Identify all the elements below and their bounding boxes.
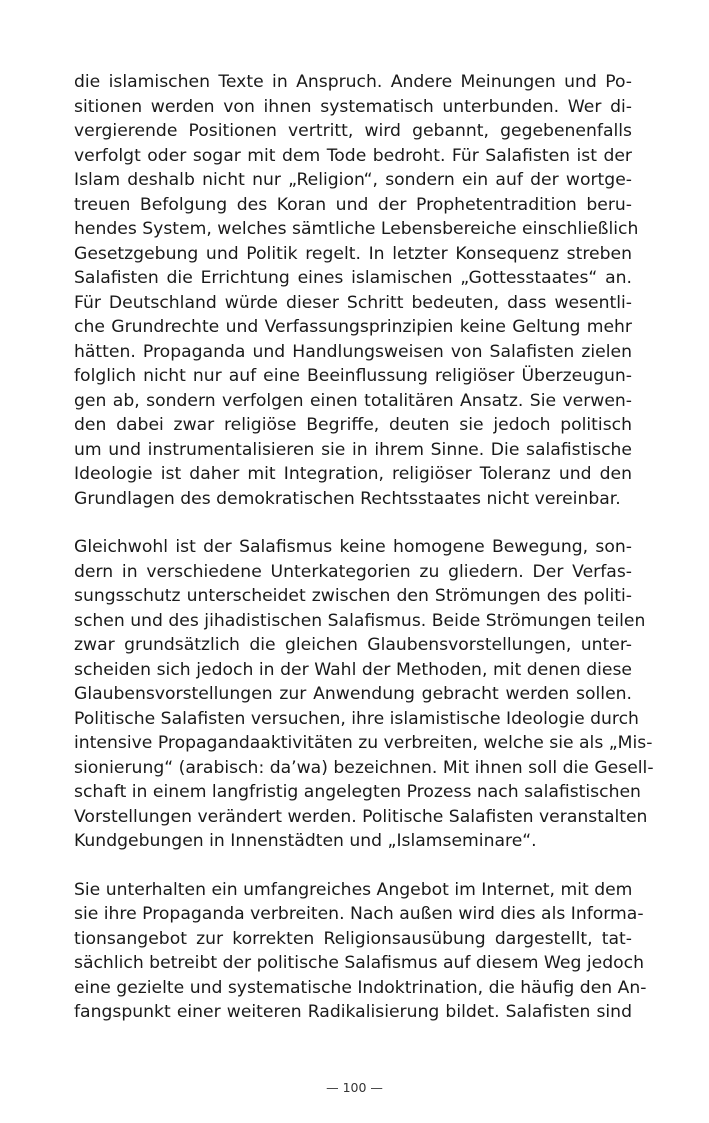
text-line: schen und des jihadistischen Salafismus. Beide Strömungen teilen — [74, 610, 646, 631]
text-line: hendes System, welches sämtliche Lebensbereiche einschließlich — [74, 219, 639, 239]
text-line: Sie unterhalten ein umfangreiches Angebot im Internet, mit dem — [74, 879, 633, 900]
page-number: — 100 — — [326, 1080, 383, 1095]
text-line: Glaubensvorstellungen zur Anwendung gebracht werden sollen. — [74, 684, 632, 704]
text-line: vergierende Positionen vertritt, wird gebannt, gegebenenfalls — [74, 121, 632, 141]
text-line: Salafisten die Errichtung eines islamischen „Gottesstaates“ an. — [74, 268, 632, 288]
text-line: um und instrumentalisieren sie in ihrem Sinne. Die salafistische — [74, 439, 632, 460]
text-line: Politische Salafisten versuchen, ihre islamistische Ideologie durch — [74, 708, 639, 729]
text-line: tionsangebot zur korrekten Religionsausübung dargestellt, tat- — [74, 928, 632, 949]
text-line: zwar grundsätzlich die gleichen Glaubensvorstellungen, unter- — [74, 635, 632, 655]
text-line: che Grundrechte und Verfassungsprinzipien keine Geltung mehr — [74, 317, 632, 337]
paragraph-3 — [74, 878, 647, 1025]
text-line: sionierung“ (arabisch: da’wa) bezeichnen. Mit ihnen soll die Gesell- — [74, 757, 654, 778]
document-body — [74, 70, 654, 1025]
paragraph-1 — [74, 70, 639, 511]
text-line: Gleichwohl ist der Salafismus keine homogene Bewegung, son- — [74, 537, 632, 557]
text-line: sungsschutz unterscheidet zwischen den Strömungen des politi- — [74, 586, 632, 606]
text-line: gen ab, sondern verfolgen einen totalitären Ansatz. Sie verwen- — [74, 390, 632, 411]
text-line: folglich nicht nur auf eine Beeinflussung religiöser Überzeugun- — [74, 366, 632, 386]
paragraph-2 — [74, 535, 654, 854]
paragraph-spacer — [74, 854, 632, 878]
text-line: den dabei zwar religiöse Begriffe, deuten sie jedoch politisch — [74, 415, 632, 435]
text-line: Für Deutschland würde dieser Schritt bedeuten, dass wesentli- — [74, 292, 632, 313]
text-line: Ideologie ist daher mit Integration, religiöser Toleranz und den — [74, 464, 632, 484]
text-line: sitionen werden von ihnen systematisch unterbunden. Wer di- — [74, 96, 632, 117]
text-line: hätten. Propaganda und Handlungsweisen von Salafisten zielen — [74, 341, 632, 362]
text-line: Vorstellungen verändert werden. Politische Salafisten veranstalten — [74, 806, 648, 827]
text-line: eine gezielte und systematische Indoktrination, die häufig den An- — [74, 977, 647, 998]
text-line: intensive Propagandaaktivitäten zu verbreiten, welche sie als „Mis- — [74, 733, 653, 753]
text-line: die islamischen Texte in Anspruch. Andere Meinungen und Po- — [74, 72, 632, 92]
text-line: Islam deshalb nicht nur „Religion“, sondern ein auf der wortge- — [74, 170, 632, 190]
text-line: scheiden sich jedoch in der Wahl der Methoden, mit denen diese — [74, 659, 632, 680]
text-line: Kundgebungen in Innenstädten und „Islamseminare“. — [74, 831, 537, 851]
text-line: Gesetzgebung und Politik regelt. In letzter Konsequenz streben — [74, 243, 632, 264]
text-line: sächlich betreibt der politische Salafismus auf diesem Weg jedoch — [74, 953, 644, 973]
text-line: verfolgt oder sogar mit dem Tode bedroht. Für Salafisten ist der — [74, 145, 632, 166]
text-line: Grundlagen des demokratischen Rechtsstaates nicht vereinbar. — [74, 488, 621, 509]
text-line: treuen Befolgung des Koran und der Prophetentradition beru- — [74, 194, 632, 215]
paragraph-spacer — [74, 511, 632, 535]
text-line: fangspunkt einer weiteren Radikalisierung bildet. Salafisten sind — [74, 1002, 632, 1022]
text-line: schaft in einem langfristig angelegten Prozess nach salafistischen — [74, 782, 641, 802]
text-line: dern in verschiedene Unterkategorien zu gliedern. Der Verfas- — [74, 561, 632, 582]
text-line: sie ihre Propaganda verbreiten. Nach außen wird dies als Informa- — [74, 904, 644, 924]
